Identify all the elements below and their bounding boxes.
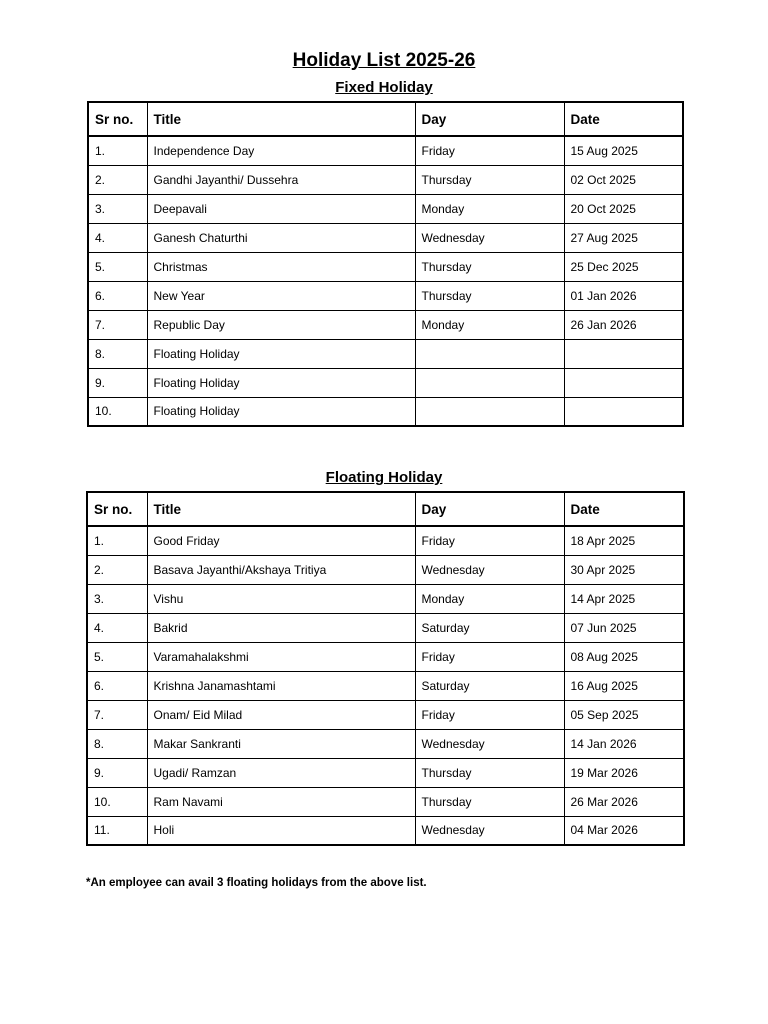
- date-header: Date: [564, 492, 684, 526]
- date-cell: 15 Aug 2025: [564, 136, 683, 165]
- sr-cell: 8.: [88, 339, 147, 368]
- day-cell: Wednesday: [415, 223, 564, 252]
- floating-holiday-heading: Floating Holiday: [325, 469, 443, 486]
- table-row: [88, 136, 683, 165]
- date-cell: [564, 397, 683, 426]
- sr-cell: 5.: [88, 252, 147, 281]
- date-cell: 01 Jan 2026: [564, 281, 683, 310]
- sr-cell: 4.: [87, 613, 147, 642]
- table-row: [87, 758, 684, 787]
- day-cell: Wednesday: [415, 816, 564, 845]
- title-cell: New Year: [147, 281, 415, 310]
- day-cell: Friday: [415, 136, 564, 165]
- day-cell: [415, 368, 564, 397]
- day-cell: Wednesday: [415, 729, 564, 758]
- sr-cell: 2.: [88, 165, 147, 194]
- date-cell: 16 Aug 2025: [564, 671, 684, 700]
- table-row: [88, 397, 683, 426]
- date-cell: 14 Apr 2025: [564, 584, 684, 613]
- table-row: [87, 642, 684, 671]
- page-title: Holiday List 2025-26: [292, 50, 476, 71]
- sr-cell: 11.: [87, 816, 147, 845]
- sr-cell: 9.: [88, 368, 147, 397]
- sr-cell: 3.: [88, 194, 147, 223]
- day-cell: Saturday: [415, 671, 564, 700]
- fixed-holiday-table: [87, 101, 684, 427]
- date-cell: 04 Mar 2026: [564, 816, 684, 845]
- title-header: Title: [147, 102, 415, 136]
- day-cell: Saturday: [415, 613, 564, 642]
- title-cell: Makar Sankranti: [147, 729, 415, 758]
- day-cell: Thursday: [415, 252, 564, 281]
- table-row: [88, 165, 683, 194]
- day-cell: Thursday: [415, 758, 564, 787]
- date-cell: 05 Sep 2025: [564, 700, 684, 729]
- day-cell: Monday: [415, 194, 564, 223]
- day-header: Day: [415, 102, 564, 136]
- date-cell: [564, 339, 683, 368]
- date-cell: 19 Mar 2026: [564, 758, 684, 787]
- fixed-holiday-heading: Fixed Holiday: [335, 79, 433, 96]
- title-cell: Christmas: [147, 252, 415, 281]
- table-row: [87, 729, 684, 758]
- sr-cell: 6.: [88, 281, 147, 310]
- fixed-holiday-rows: [88, 136, 683, 426]
- title-cell: Independence Day: [147, 136, 415, 165]
- sr-cell: 10.: [87, 787, 147, 816]
- day-cell: Friday: [415, 700, 564, 729]
- table-row: [87, 526, 684, 555]
- table-row: [88, 281, 683, 310]
- table-row: [87, 584, 684, 613]
- day-header: Day: [415, 492, 564, 526]
- table-row: [88, 223, 683, 252]
- table-row: [88, 194, 683, 223]
- day-cell: Friday: [415, 526, 564, 555]
- day-cell: [415, 339, 564, 368]
- date-cell: 08 Aug 2025: [564, 642, 684, 671]
- date-cell: 27 Aug 2025: [564, 223, 683, 252]
- floating-holiday-table: [86, 491, 685, 846]
- sr-cell: 6.: [87, 671, 147, 700]
- title-header: Title: [147, 492, 415, 526]
- day-cell: Wednesday: [415, 555, 564, 584]
- sr-cell: 9.: [87, 758, 147, 787]
- table-row: [87, 613, 684, 642]
- table-row: [87, 671, 684, 700]
- table-row: [88, 339, 683, 368]
- title-cell: Deepavali: [147, 194, 415, 223]
- footnote: *An employee can avail 3 floating holidays from the above list.: [86, 877, 427, 889]
- sr-cell: 7.: [87, 700, 147, 729]
- table-row: [87, 816, 684, 845]
- table-row: [88, 368, 683, 397]
- title-cell: Gandhi Jayanthi/ Dussehra: [147, 165, 415, 194]
- date-cell: 02 Oct 2025: [564, 165, 683, 194]
- day-cell: Thursday: [415, 281, 564, 310]
- date-cell: 26 Jan 2026: [564, 310, 683, 339]
- floating-holiday-rows: [87, 526, 684, 845]
- table-row: [88, 252, 683, 281]
- title-cell: Ganesh Chaturthi: [147, 223, 415, 252]
- date-cell: [564, 368, 683, 397]
- title-cell: Ugadi/ Ramzan: [147, 758, 415, 787]
- day-cell: [415, 397, 564, 426]
- date-cell: 07 Jun 2025: [564, 613, 684, 642]
- sr-cell: 1.: [88, 136, 147, 165]
- sr-cell: 1.: [87, 526, 147, 555]
- title-cell: Good Friday: [147, 526, 415, 555]
- sr-cell: 8.: [87, 729, 147, 758]
- title-cell: Republic Day: [147, 310, 415, 339]
- title-cell: Onam/ Eid Milad: [147, 700, 415, 729]
- title-cell: Bakrid: [147, 613, 415, 642]
- day-cell: Thursday: [415, 787, 564, 816]
- sr-cell: 4.: [88, 223, 147, 252]
- title-cell: Holi: [147, 816, 415, 845]
- title-cell: Basava Jayanthi/Akshaya Tritiya: [147, 555, 415, 584]
- table-header-row: [87, 492, 684, 526]
- table-row: [87, 555, 684, 584]
- table-row: [87, 700, 684, 729]
- sr-cell: 7.: [88, 310, 147, 339]
- day-cell: Friday: [415, 642, 564, 671]
- title-cell: Krishna Janamashtami: [147, 671, 415, 700]
- title-cell: Vishu: [147, 584, 415, 613]
- sr-cell: 10.: [88, 397, 147, 426]
- date-cell: 18 Apr 2025: [564, 526, 684, 555]
- day-cell: Thursday: [415, 165, 564, 194]
- title-cell: Floating Holiday: [147, 339, 415, 368]
- title-cell: Floating Holiday: [147, 368, 415, 397]
- date-cell: 20 Oct 2025: [564, 194, 683, 223]
- date-cell: 14 Jan 2026: [564, 729, 684, 758]
- sr-cell: 3.: [87, 584, 147, 613]
- title-cell: Floating Holiday: [147, 397, 415, 426]
- title-cell: Varamahalakshmi: [147, 642, 415, 671]
- day-cell: Monday: [415, 310, 564, 339]
- sr-no-header: Sr no.: [88, 102, 147, 136]
- sr-cell: 2.: [87, 555, 147, 584]
- table-row: [88, 310, 683, 339]
- date-cell: 26 Mar 2026: [564, 787, 684, 816]
- date-cell: 30 Apr 2025: [564, 555, 684, 584]
- table-row: [87, 787, 684, 816]
- sr-no-header: Sr no.: [87, 492, 147, 526]
- day-cell: Monday: [415, 584, 564, 613]
- title-cell: Ram Navami: [147, 787, 415, 816]
- sr-cell: 5.: [87, 642, 147, 671]
- table-header-row: [88, 102, 683, 136]
- date-header: Date: [564, 102, 683, 136]
- date-cell: 25 Dec 2025: [564, 252, 683, 281]
